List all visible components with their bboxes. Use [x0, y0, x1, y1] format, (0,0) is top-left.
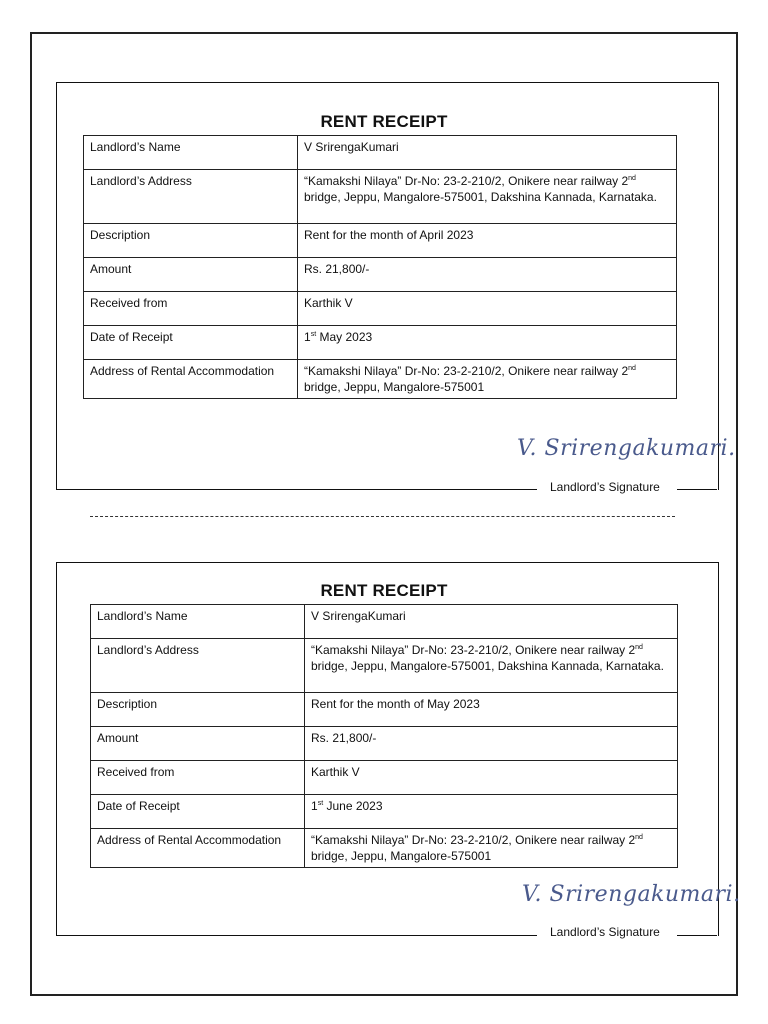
table-row [84, 136, 677, 170]
field-value: “Kamakshi Nilaya” Dr-No: 23-2-210/2, Onikere near railway 2nd bridge, Jeppu, Mangalore-575001, Dakshina Kannada, Karnataka. [305, 639, 678, 693]
table-row [84, 360, 677, 399]
field-value: Karthik V [298, 292, 677, 326]
signature-line [56, 489, 537, 490]
signature-label: Landlord’s Signature [550, 480, 660, 494]
receipt-table [83, 135, 677, 399]
field-value: “Kamakshi Nilaya” Dr-No: 23-2-210/2, Onikere near railway 2nd bridge, Jeppu, Mangalore-575001 [305, 829, 678, 868]
table-row [84, 326, 677, 360]
field-value: Rent for the month of April 2023 [298, 224, 677, 258]
cut-line-divider [90, 516, 675, 517]
field-label: Landlord’s Address [91, 639, 305, 693]
field-value: V SrirengaKumari [298, 136, 677, 170]
signature-line [56, 935, 537, 936]
field-label: Date of Receipt [84, 326, 298, 360]
table-row [91, 829, 678, 868]
table-row [84, 258, 677, 292]
field-value: 1st June 2023 [305, 795, 678, 829]
field-label: Address of Rental Accommodation [84, 360, 298, 399]
field-label: Landlord’s Name [91, 605, 305, 639]
table-row [91, 639, 678, 693]
field-value: “Kamakshi Nilaya” Dr-No: 23-2-210/2, Onikere near railway 2nd bridge, Jeppu, Mangalore-575001, Dakshina Kannada, Karnataka. [298, 170, 677, 224]
field-label: Address of Rental Accommodation [91, 829, 305, 868]
field-value: “Kamakshi Nilaya” Dr-No: 23-2-210/2, Onikere near railway 2nd bridge, Jeppu, Mangalore-575001 [298, 360, 677, 399]
receipt-title: RENT RECEIPT [320, 112, 448, 131]
field-value: 1st May 2023 [298, 326, 677, 360]
signature-label: Landlord’s Signature [550, 925, 660, 939]
field-label: Received from [91, 761, 305, 795]
field-label: Description [91, 693, 305, 727]
receipt-table [90, 604, 678, 868]
field-label: Landlord’s Name [84, 136, 298, 170]
table-row [84, 292, 677, 326]
field-label: Amount [84, 258, 298, 292]
signature: V. Srirengakumari. [517, 436, 736, 461]
field-label: Description [84, 224, 298, 258]
field-value: Karthik V [305, 761, 678, 795]
table-row [84, 224, 677, 258]
table-row [84, 170, 677, 224]
signature: V. Srirengakumari. [522, 882, 741, 907]
signature-line [677, 489, 717, 490]
field-label: Landlord’s Address [84, 170, 298, 224]
field-value: Rs. 21,800/- [298, 258, 677, 292]
field-value: V SrirengaKumari [305, 605, 678, 639]
table-row [91, 795, 678, 829]
table-row [91, 761, 678, 795]
table-row [91, 605, 678, 639]
field-label: Amount [91, 727, 305, 761]
table-row [91, 693, 678, 727]
signature-line [677, 935, 717, 936]
receipt-title: RENT RECEIPT [320, 581, 448, 600]
field-label: Received from [84, 292, 298, 326]
field-value: Rs. 21,800/- [305, 727, 678, 761]
field-value: Rent for the month of May 2023 [305, 693, 678, 727]
field-label: Date of Receipt [91, 795, 305, 829]
table-row [91, 727, 678, 761]
